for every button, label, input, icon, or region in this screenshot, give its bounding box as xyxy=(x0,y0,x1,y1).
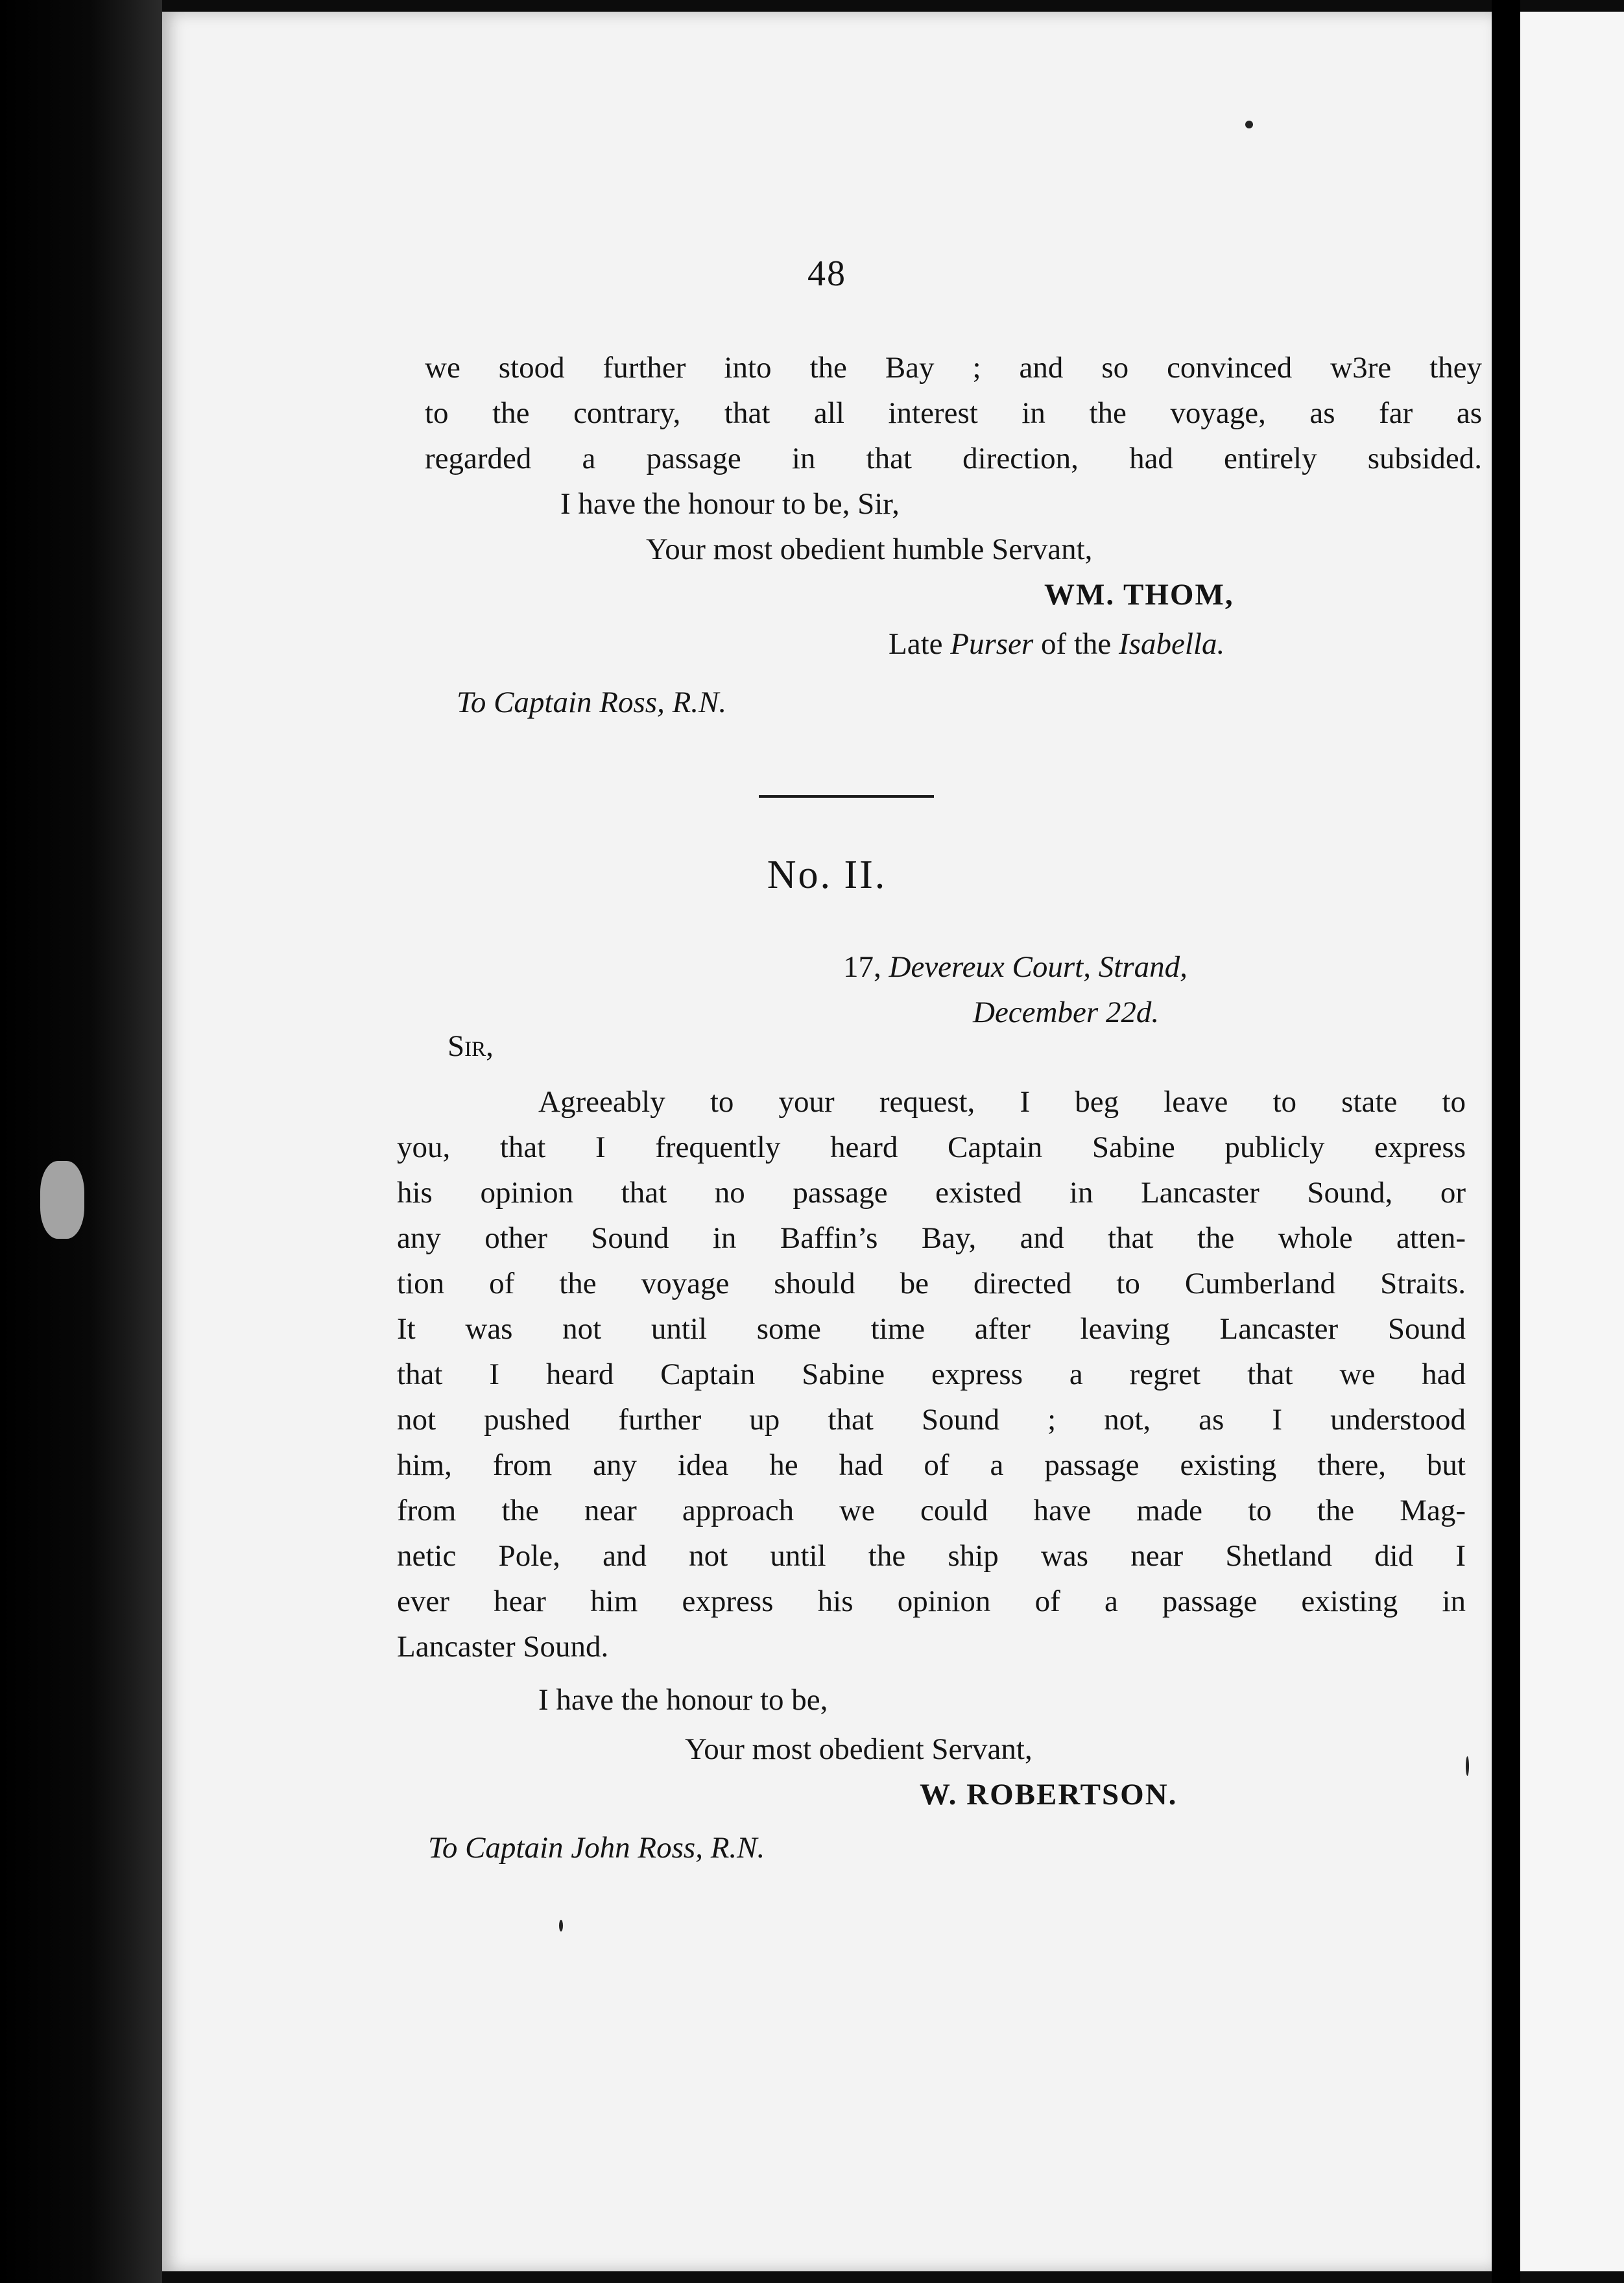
book-binding-edge xyxy=(0,0,162,2283)
letter2-body-line: tion of the voyage should be directed to Cumberland Straits. xyxy=(397,1267,1466,1300)
letter1-closing: I have the honour to be, Sir, xyxy=(560,487,900,521)
letter2-heading: No. II. xyxy=(767,853,887,897)
letter2-body-line: any other Sound in Baffin’s Bay, and that the whole atten- xyxy=(397,1221,1466,1255)
letter1-body xyxy=(425,345,1482,481)
letter2-body-line: ever hear him express his opinion of a passage existing in xyxy=(397,1584,1466,1618)
letter2-salutation: Sir, xyxy=(448,1029,494,1063)
letter1-body-line: we stood further into the Bay ; and so convinced w3re they xyxy=(425,351,1482,385)
letter1-valediction: Your most obedient humble Servant, xyxy=(646,532,1093,566)
title-mid: of the xyxy=(1040,627,1112,661)
ink-speck xyxy=(1245,121,1253,128)
letter2-body-line: Agreeably to your request, I beg leave to state to xyxy=(538,1085,1466,1119)
letter2-body-line: that I heard Captain Sabine express a regret that we had xyxy=(397,1357,1466,1391)
ink-speck xyxy=(559,1920,563,1931)
letter2-body-last-line: Lancaster Sound. xyxy=(397,1630,609,1664)
letter1-body-line: to the contrary, that all interest in the voyage, as far as xyxy=(425,396,1482,430)
letter1-addressee: To Captain Ross, R.N. xyxy=(457,686,727,719)
letter2-body-line: his opinion that no passage existed in Lancaster Sound, or xyxy=(397,1176,1466,1210)
letter2-body-line: from the near approach we could have made to the Mag- xyxy=(397,1494,1466,1527)
letter2-body-line: you, that I frequently heard Captain Sabine publicly express xyxy=(397,1130,1466,1164)
book-gutter xyxy=(1492,0,1520,2283)
ink-speck xyxy=(1466,1756,1469,1776)
adjacent-page-edge xyxy=(1520,12,1624,2271)
title-role: Purser xyxy=(950,627,1034,661)
document-page xyxy=(162,12,1492,2271)
title-prefix: Late xyxy=(889,627,943,661)
letter2-date: December 22d. xyxy=(973,996,1160,1029)
letter1-body-line: regarded a passage in that direction, had entirely subsided. xyxy=(425,442,1482,475)
paper-stain xyxy=(40,1161,84,1239)
letter2-body-line: It was not until some time after leaving Lancaster Sound xyxy=(397,1312,1466,1346)
letter1-signer-title xyxy=(889,621,1224,667)
letter2-body-line: netic Pole, and not until the ship was near Shetland did I xyxy=(397,1539,1466,1573)
letter2-body-line: not pushed further up that Sound ; not, as I understood xyxy=(397,1403,1466,1437)
letter2-signature: W. ROBERTSON. xyxy=(920,1778,1178,1811)
page-number: 48 xyxy=(807,254,846,294)
letter2-closing: I have the honour to be, xyxy=(538,1683,828,1717)
title-ship: Isabella. xyxy=(1119,627,1225,661)
letter1-signature: WM. THOM, xyxy=(1044,578,1234,612)
letter2-address-line1 xyxy=(843,944,1188,990)
letter2-body-line: him, from any idea he had of a passage existing there, but xyxy=(397,1448,1466,1482)
address-place: Devereux Court, Strand, xyxy=(889,950,1188,984)
section-divider xyxy=(759,795,934,798)
letter2-body xyxy=(397,1079,1466,1624)
letter2-addressee: To Captain John Ross, R.N. xyxy=(428,1831,765,1865)
letter2-valediction: Your most obedient Servant, xyxy=(685,1732,1033,1766)
address-number: 17, xyxy=(843,950,881,984)
